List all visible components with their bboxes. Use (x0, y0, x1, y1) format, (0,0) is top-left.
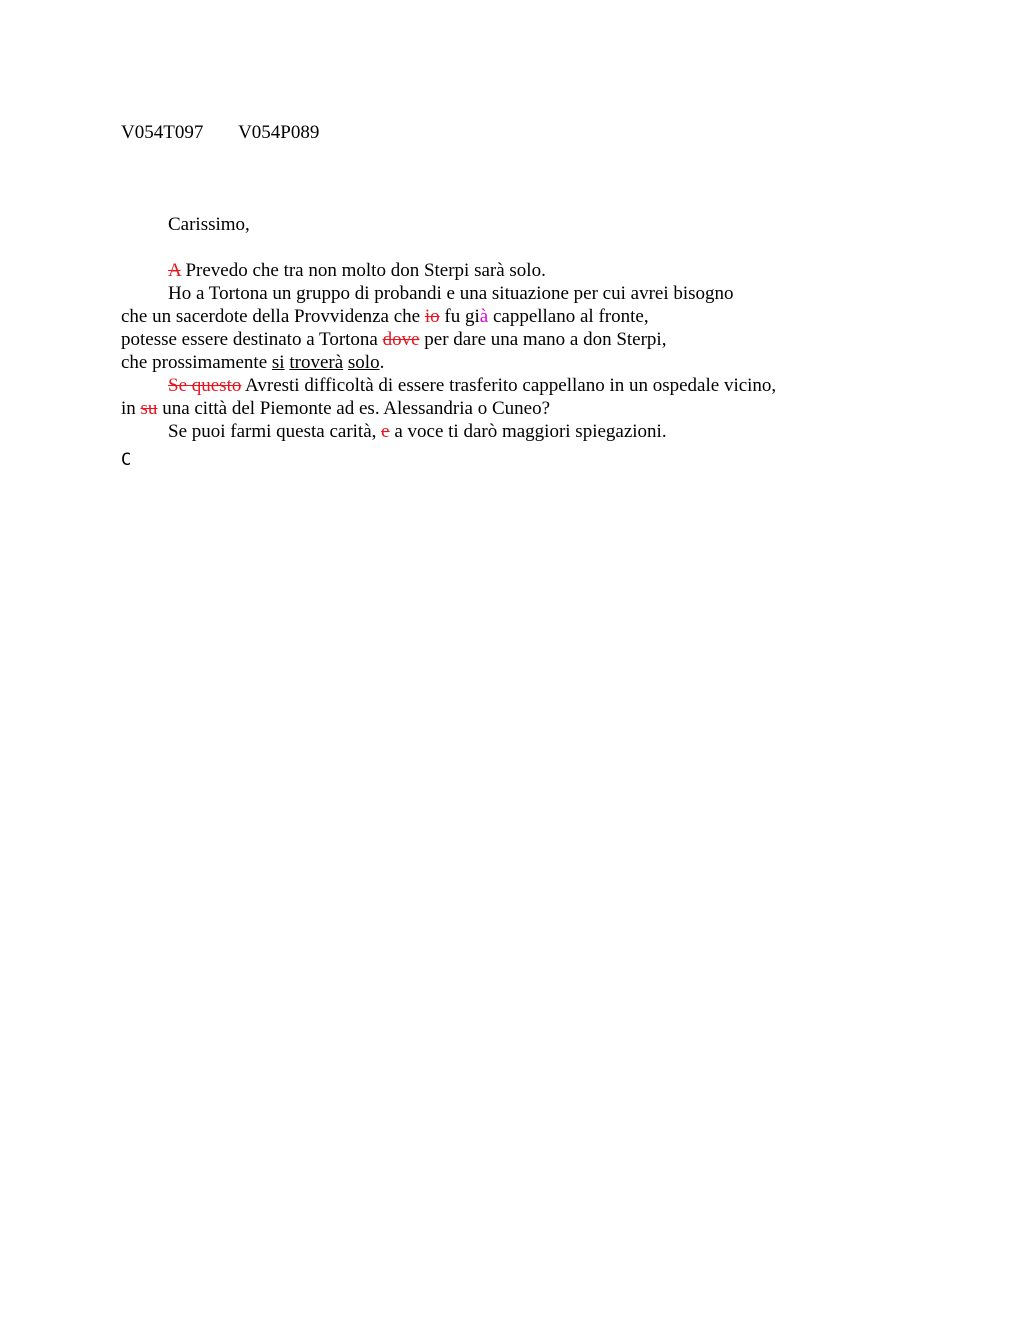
line-text: Ho a Tortona un gruppo di probandi e una situazione per cui avrei bisogno (168, 283, 734, 304)
line-text: a voce ti darò maggiori spiegazioni. (389, 421, 667, 442)
letter-body (121, 259, 941, 443)
letter-line-7 (121, 397, 941, 420)
line-text: fu gi (439, 306, 480, 327)
line-text: che un sacerdote della Provvidenza che (121, 306, 425, 327)
deleted-text: dove (382, 329, 420, 350)
line-text: cappellano al fronte, (488, 306, 649, 327)
line-text: Avresti difficoltà di essere trasferito cappellano in un ospedale vicino, (241, 375, 777, 396)
document-id-primary: V054T097 (121, 122, 204, 143)
line-text: Prevedo che tra non molto don Sterpi sarà solo. (180, 260, 546, 281)
letter-line-4 (121, 328, 941, 351)
line-text: che prossimamente (121, 352, 272, 373)
letter-line-6 (121, 374, 941, 397)
document-id-secondary: V054P089 (238, 122, 320, 143)
deleted-text: e (381, 421, 390, 442)
deleted-text: su (140, 398, 158, 419)
underlined-text: si (271, 352, 285, 373)
line-text: per dare una mano a don Sterpi, (419, 329, 667, 350)
letter-line-1 (121, 259, 941, 282)
deleted-text: io (424, 306, 440, 327)
line-text: in (121, 398, 141, 419)
line-text: potesse essere destinato a Tortona (121, 329, 383, 350)
letter-line-3 (121, 305, 941, 328)
letter-line-5 (121, 351, 941, 374)
line-text: . (379, 352, 385, 373)
letter-greeting: Carissimo, (168, 214, 250, 235)
underlined-text: solo (347, 352, 380, 373)
document-header (121, 121, 319, 144)
letter-line-8 (121, 420, 941, 443)
underlined-text: troverà (289, 352, 344, 373)
page-marker: C (121, 450, 132, 470)
deleted-text: A (168, 260, 181, 281)
deleted-text: Se questo (168, 375, 242, 396)
line-text: Se puoi farmi questa carità, (168, 421, 382, 442)
inserted-text: à (479, 306, 489, 327)
letter-line-2 (121, 282, 941, 305)
line-text: una città del Piemonte ad es. Alessandria o Cuneo? (157, 398, 550, 419)
